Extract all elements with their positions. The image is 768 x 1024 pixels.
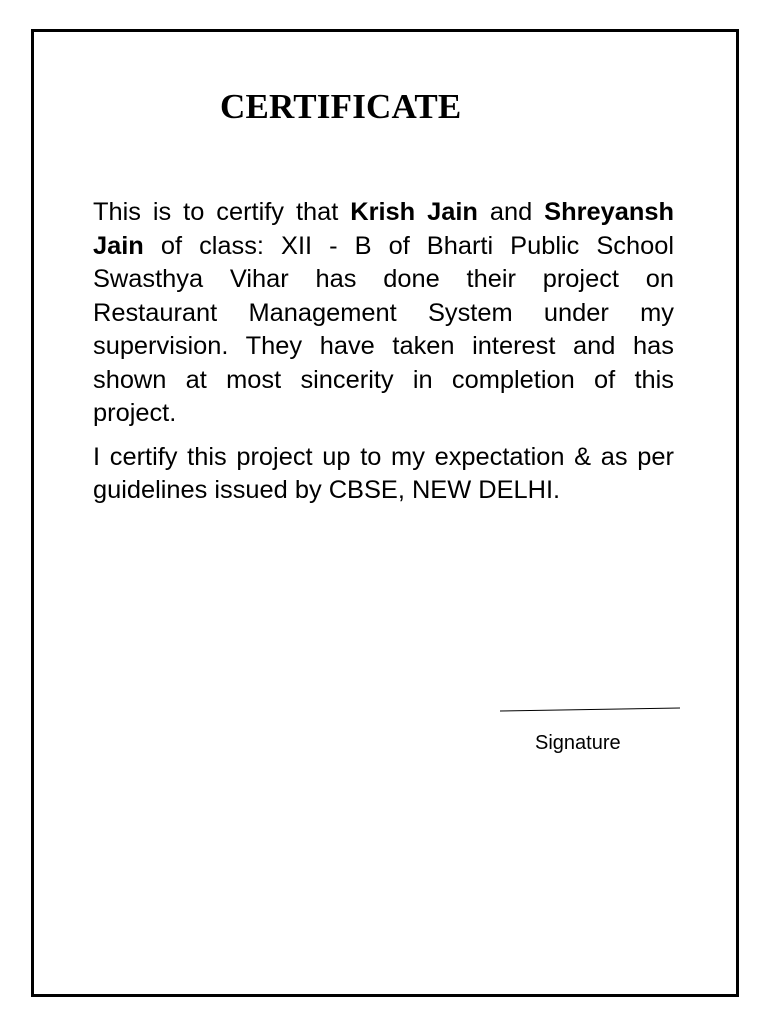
guidelines-paragraph: I certify this project up to my expectation & as per guidelines issued by CBSE, NEW DELHI. bbox=[93, 442, 674, 504]
intro-text: This is to certify that bbox=[93, 198, 339, 226]
certificate-body bbox=[93, 196, 674, 508]
student-name-2: Shreyansh Jain bbox=[93, 198, 674, 260]
signature-label: Signature bbox=[535, 732, 621, 754]
project-description-text: of class: XII - B of Bharti Public School Swasthya Vihar has done their project on Restaurant Management System under my supervision. They have taken interest and has shown at most sincerity in completion of this project. bbox=[93, 231, 674, 427]
conjunction-text: and bbox=[489, 198, 533, 226]
certificate-title: CERTIFICATE bbox=[220, 87, 462, 126]
student-name-1: Krish Jain bbox=[350, 198, 478, 226]
signature-line bbox=[499, 702, 681, 716]
certification-paragraph bbox=[93, 196, 674, 431]
page-border bbox=[31, 29, 739, 997]
